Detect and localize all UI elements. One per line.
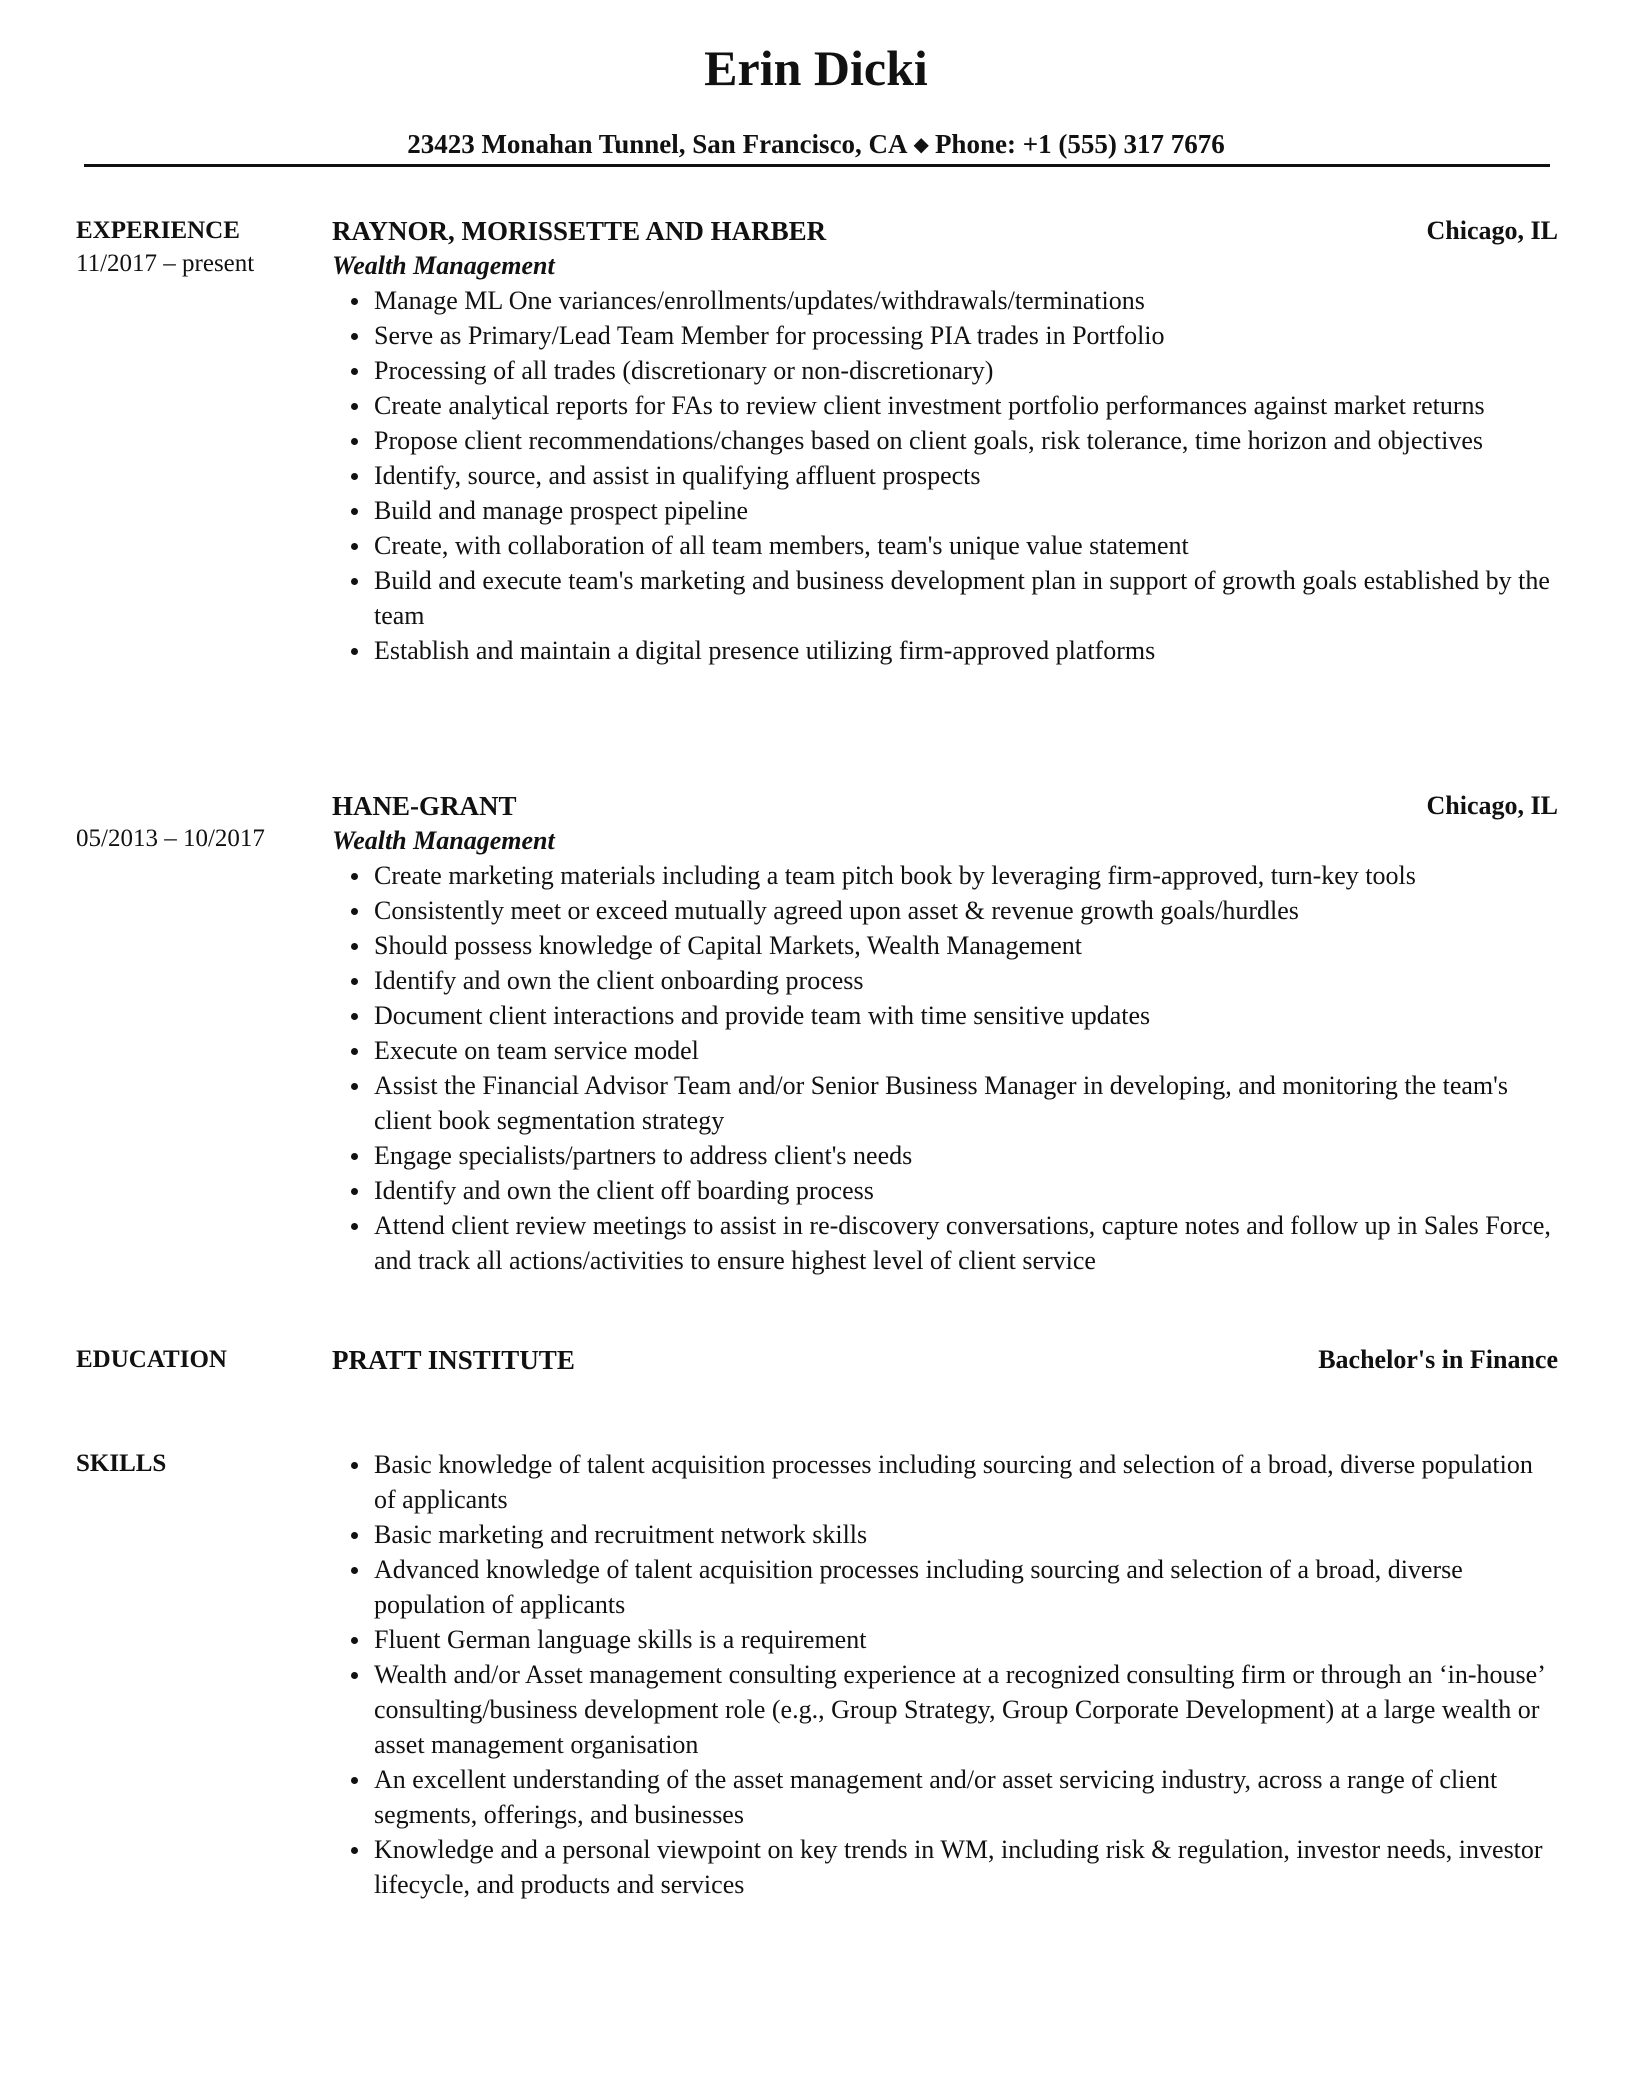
job-location: Chicago, IL <box>1426 791 1558 820</box>
list-item: Create, with collaboration of all team members, team's unique value statement <box>332 528 1558 563</box>
job-role: Wealth Management <box>332 251 555 280</box>
list-item: Basic knowledge of talent acquisition processes including sourcing and selection of a broad, diverse population of applicants <box>332 1447 1558 1517</box>
job-entry <box>332 214 1558 668</box>
list-item: Attend client review meetings to assist in re-discovery conversations, capture notes and follow up in Sales Force, and track all actions/activities to ensure highest level of client service <box>332 1208 1558 1278</box>
job-bullets <box>332 283 1558 668</box>
job-role: Wealth Management <box>332 826 555 855</box>
skills-list-wrapper <box>332 1447 1558 1902</box>
list-item: Assist the Financial Advisor Team and/or Senior Business Manager in developing, and monitoring the team's client book segmentation strategy <box>332 1068 1558 1138</box>
header-divider <box>84 164 1550 167</box>
section-label-skills: SKILLS <box>76 1450 167 1477</box>
list-item: Consistently meet or exceed mutually agreed upon asset & revenue growth goals/hurdles <box>332 893 1558 928</box>
company-name: RAYNOR, MORISSETTE AND HARBER <box>332 216 827 246</box>
list-item: Engage specialists/partners to address client's needs <box>332 1138 1558 1173</box>
company-name: HANE-GRANT <box>332 791 517 821</box>
list-item: Manage ML One variances/enrollments/updates/withdrawals/terminations <box>332 283 1558 318</box>
section-label-experience: EXPERIENCE <box>76 217 240 244</box>
list-item: Create analytical reports for FAs to review client investment portfolio performances against market returns <box>332 388 1558 423</box>
list-item: Build and execute team's marketing and business development plan in support of growth goals established by the team <box>332 563 1558 633</box>
list-item: Advanced knowledge of talent acquisition processes including sourcing and selection of a broad, diverse population of applicants <box>332 1552 1558 1622</box>
degree: Bachelor's in Finance <box>1318 1345 1558 1374</box>
list-item: Wealth and/or Asset management consulting experience at a recognized consulting firm or through an ‘in-house’ consulting/business development role (e.g., Group Strategy, Group Corporate Development) at a large wealth or asset management organisation <box>332 1657 1558 1762</box>
job-dates: 05/2013 – 10/2017 <box>76 825 265 852</box>
diamond-separator-icon: ◆ <box>913 134 929 156</box>
list-item: Execute on team service model <box>332 1033 1558 1068</box>
list-item: An excellent understanding of the asset management and/or asset servicing industry, across a range of client segments, offerings, and businesses <box>332 1762 1558 1832</box>
list-item: Fluent German language skills is a requirement <box>332 1622 1558 1657</box>
phone: Phone: +1 (555) 317 7676 <box>934 129 1225 159</box>
list-item: Processing of all trades (discretionary or non-discretionary) <box>332 353 1558 388</box>
list-item: Establish and maintain a digital presence utilizing firm-approved platforms <box>332 633 1558 668</box>
contact-line <box>0 127 1632 162</box>
job-header <box>332 789 1558 823</box>
list-item: Build and manage prospect pipeline <box>332 493 1558 528</box>
address: 23423 Monahan Tunnel, San Francisco, CA <box>407 129 908 159</box>
job-bullets <box>332 858 1558 1278</box>
school-name: PRATT INSTITUTE <box>332 1345 575 1375</box>
list-item: Document client interactions and provide team with time sensitive updates <box>332 998 1558 1033</box>
list-item: Identify and own the client onboarding process <box>332 963 1558 998</box>
skills-bullets <box>332 1447 1558 1902</box>
job-entry <box>332 789 1558 1278</box>
list-item: Identify, source, and assist in qualifying affluent prospects <box>332 458 1558 493</box>
section-label-education: EDUCATION <box>76 1346 227 1373</box>
list-item: Serve as Primary/Lead Team Member for processing PIA trades in Portfolio <box>332 318 1558 353</box>
candidate-name: Erin Dicki <box>704 40 928 96</box>
list-item: Should possess knowledge of Capital Markets, Wealth Management <box>332 928 1558 963</box>
list-item: Basic marketing and recruitment network skills <box>332 1517 1558 1552</box>
list-item: Propose client recommendations/changes based on client goals, risk tolerance, time horizon and objectives <box>332 423 1558 458</box>
education-entry <box>332 1343 1558 1377</box>
job-header <box>332 214 1558 248</box>
education-row <box>332 1343 1558 1377</box>
list-item: Create marketing materials including a team pitch book by leveraging firm-approved, turn-key tools <box>332 858 1558 893</box>
list-item: Identify and own the client off boarding process <box>332 1173 1558 1208</box>
job-location: Chicago, IL <box>1426 216 1558 245</box>
job-dates: 11/2017 – present <box>76 250 255 277</box>
list-item: Knowledge and a personal viewpoint on key trends in WM, including risk & regulation, investor needs, investor lifecycle, and products and services <box>332 1832 1558 1902</box>
